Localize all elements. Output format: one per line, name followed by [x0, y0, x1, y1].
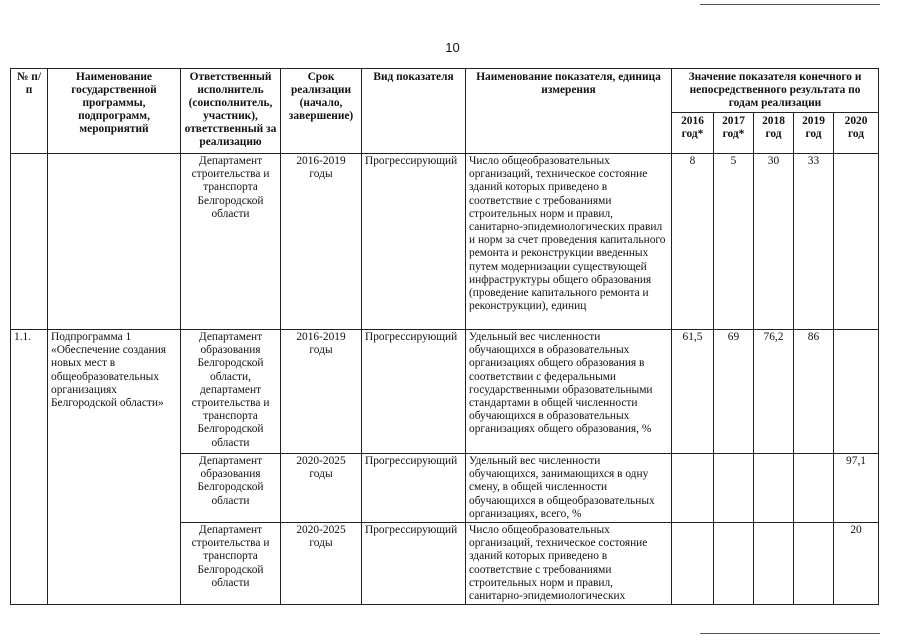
header-year: 2016 год*: [672, 113, 714, 154]
row-value-2020: [834, 154, 879, 330]
header-indicator-name: Наименование показателя, единица измерения: [466, 69, 672, 154]
row-value-2019: [794, 523, 834, 605]
row-term: 2016-2019 годы: [281, 330, 362, 454]
header-year: 2019 год: [794, 113, 834, 154]
row-program: Подпрограмма 1 «Обеспечение создания новых мест в общеобразовательных организациях Белгородской области»: [48, 330, 181, 605]
row-num: 1.1.: [11, 330, 48, 605]
row-value-2016: 61,5: [672, 330, 714, 454]
row-value-2020: [834, 330, 879, 454]
row-value-2017: 5: [714, 154, 754, 330]
row-indicator-name: Число общеобразовательных организаций, техническое состояние зданий которых приведено в соответствие с требованиями строительных норм и правил, санитарно-эпидемиологических: [466, 523, 672, 605]
row-indicator-type: Прогрессирующий: [362, 330, 466, 454]
scan-mark-top: [700, 4, 880, 5]
row-executor: Департамент строительства и транспорта Белгородской области: [181, 154, 281, 330]
header-num: № п/п: [11, 69, 48, 154]
row-value-2016: [672, 454, 714, 523]
row-value-2020: 20: [834, 523, 879, 605]
table-row: [11, 330, 879, 454]
row-indicator-type: Прогрессирующий: [362, 454, 466, 523]
header-executor: Ответственный исполнитель (соисполнитель, участник), ответственный за реализацию: [181, 69, 281, 154]
row-indicator-name: Удельный вес численности обучающихся, занимающихся в одну смену, в общей численности обучающихся в общеобразовательных организациях, всего, %: [466, 454, 672, 523]
row-indicator-type: Прогрессирующий: [362, 523, 466, 605]
row-executor: Департамент строительства и транспорта Белгородской области: [181, 523, 281, 605]
table-row: [11, 154, 879, 330]
row-value-2016: 8: [672, 154, 714, 330]
row-indicator-name: Число общеобразовательных организаций, техническое состояние зданий которых приведено в соответствие с требованиями строительных норм и правил, санитарно-эпидемиологических правил и норм за счет проведения капитального ремонта и реконструкции введенных путем модернизации существующей инфраструктуры общего образования (проведение капитального ремонта и реконструкции), единиц: [466, 154, 672, 330]
header-year: 2020 год: [834, 113, 879, 154]
header-values-group: Значение показателя конечного и непосредственного результата по годам реализации: [672, 69, 879, 113]
row-indicator-name: Удельный вес численности обучающихся в образовательных организациях общего образования в соответствии с федеральными государственными образовательными стандартами в общей численности обучающихся в образовательных организациях общего образования, %: [466, 330, 672, 454]
header-year: 2018 год: [754, 113, 794, 154]
row-value-2018: 76,2: [754, 330, 794, 454]
row-value-2018: [754, 454, 794, 523]
row-indicator-type: Прогрессирующий: [362, 154, 466, 330]
row-value-2018: [754, 523, 794, 605]
row-value-2020: 97,1: [834, 454, 879, 523]
header-program: Наименование государственной программы, подпрограмм, мероприятий: [48, 69, 181, 154]
row-term: 2016-2019 годы: [281, 154, 362, 330]
row-executor: Департамент образования Белгородской области: [181, 454, 281, 523]
row-value-2017: 69: [714, 330, 754, 454]
row-value-2017: [714, 454, 754, 523]
header-year: 2017 год*: [714, 113, 754, 154]
header-term: Срок реализации (начало, завершение): [281, 69, 362, 154]
row-num: [11, 154, 48, 330]
row-value-2018: 30: [754, 154, 794, 330]
row-term: 2020-2025 годы: [281, 454, 362, 523]
row-executor: Департамент образования Белгородской области, департамент строительства и транспорта Белгородской области: [181, 330, 281, 454]
program-indicators-table: [10, 68, 879, 605]
row-value-2019: 33: [794, 154, 834, 330]
row-value-2017: [714, 523, 754, 605]
row-program: [48, 154, 181, 330]
page-number: 10: [445, 40, 460, 55]
scan-mark-bottom: [700, 633, 880, 634]
row-term: 2020-2025 годы: [281, 523, 362, 605]
header-indicator-type: Вид показателя: [362, 69, 466, 154]
row-value-2019: [794, 454, 834, 523]
row-value-2019: 86: [794, 330, 834, 454]
row-value-2016: [672, 523, 714, 605]
